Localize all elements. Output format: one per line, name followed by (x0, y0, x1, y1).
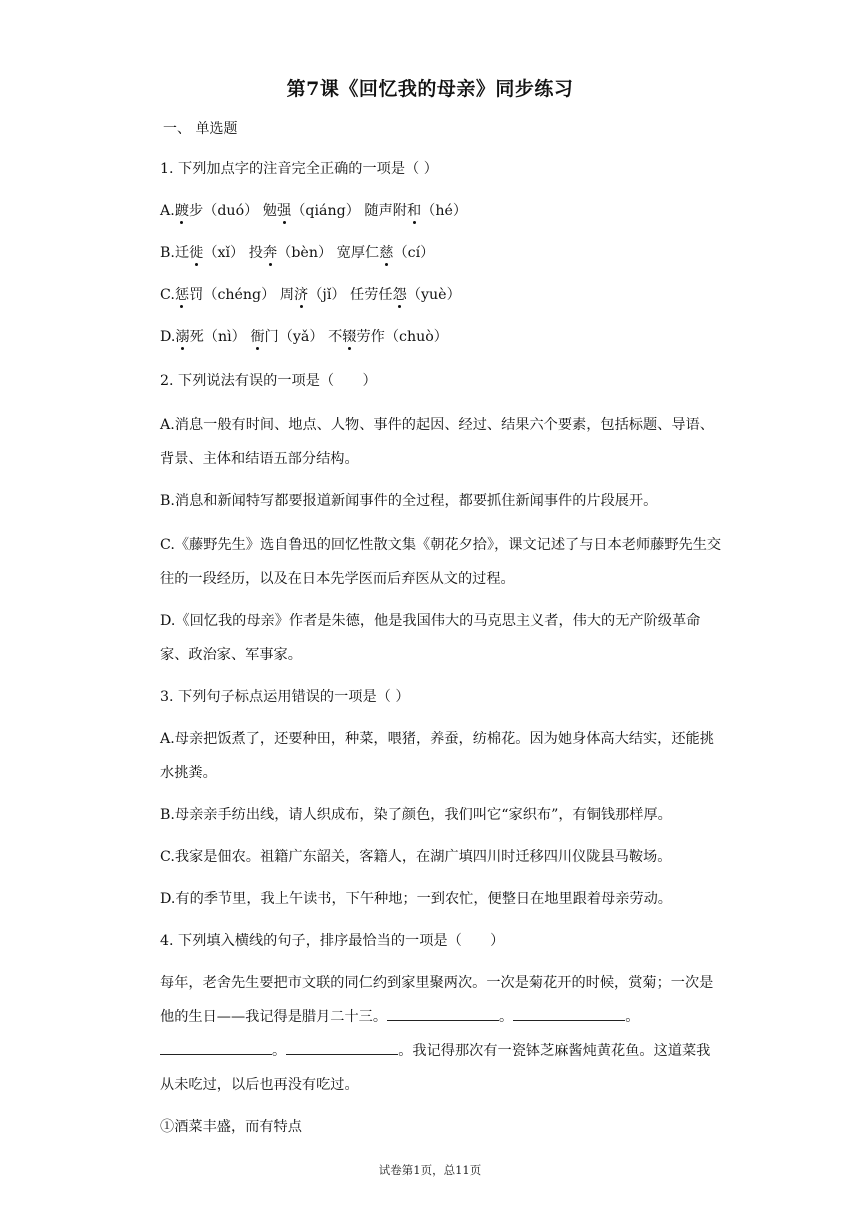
answer-blank (387, 1008, 499, 1021)
question-4-passage: 每年，老舍先生要把市文联的同仁约到家里聚两次。一次是菊花开的时候，赏菊；一次是他的生日——我记得是腊月二十三。 。 。。 。我记得那次有一瓷钵芝麻酱炖黄花鱼。这道菜我从未吃过，以后也再没有吃过。 (160, 975, 714, 1093)
question-3-option-b: B.母亲亲手纺出线，请人织成布，染了颜色，我们叫它“家织布”，有铜钱那样厚。 (160, 807, 672, 823)
question-2-option-d: D.《回忆我的母亲》作者是朱德，他是我国伟大的马克思主义者，伟大的无产阶级革命家、政治家、军事家。 (160, 613, 701, 663)
question-2-option-c: C.《藤野先生》选自鲁迅的回忆性散文集《朝花夕拾》，课文记述了与日本老师藤野先生交往的一段经历，以及在日本先学医而后弃医从文的过程。 (160, 537, 722, 587)
answer-blank (513, 1008, 625, 1021)
question-2-stem: 2. 下列说法有误的一项是（ ） (160, 373, 377, 389)
question-3-option-a: A.母亲把饭煮了，还要种田，种菜，喂猪，养蚕，纺棉花。因为她身体高大结实，还能挑水挑粪。 (160, 731, 714, 781)
question-2-option-a: A.消息一般有时间、地点、人物、事件的起因、经过、结果六个要素，包括标题、导语、背景、主体和结语五部分结构。 (160, 417, 714, 467)
question-2-option-b: B.消息和新闻特写都要报道新闻事件的全过程，都要抓住新闻事件的片段展开。 (160, 493, 658, 509)
page-title: 第7课《回忆我的母亲》同步练习 (286, 78, 574, 100)
section-heading: 一、 单选题 (163, 121, 238, 137)
question-4-stem: 4. 下列填入横线的句子，排序最恰当的一项是（ ） (160, 933, 505, 949)
question-1-option-a: A.踱步（duó） 勉强（qiáng） 随声附和（hé） (160, 203, 468, 219)
question-4-item-1: ①酒菜丰盛，而有特点 (160, 1119, 302, 1135)
question-3-option-c: C.我家是佃农。祖籍广东韶关，客籍人，在湖广填四川时迁移四川仪陇县马鞍场。 (160, 849, 672, 865)
question-1-option-b: B.迁徙（xǐ） 投奔（bèn） 宽厚仁慈（cí） (160, 245, 435, 261)
page-footer: 试卷第1页，总11页 (378, 1163, 482, 1177)
question-3-option-d: D.有的季节里，我上午读书，下午种地；一到农忙，便整日在地里跟着母亲劳动。 (160, 891, 672, 907)
question-1-option-d: D.溺死（nì） 衙门（yǎ） 不辍劳作（chuò） (160, 329, 448, 345)
answer-blank (160, 1042, 272, 1055)
question-1-stem: 1. 下列加点字的注音完全正确的一项是（ ） (160, 161, 438, 177)
answer-blank (286, 1042, 398, 1055)
question-3-stem: 3. 下列句子标点运用错误的一项是（ ） (160, 689, 410, 705)
question-1-option-c: C.惩罚（chéng） 周济（jǐ） 任劳任怨（yuè） (160, 287, 461, 303)
